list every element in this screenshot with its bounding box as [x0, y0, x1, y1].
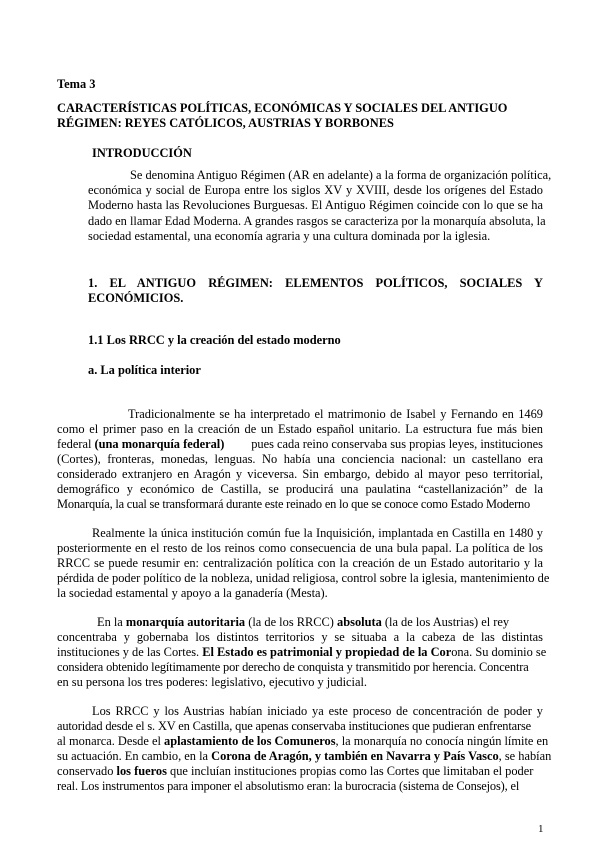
- intro-line: Se denomina Antiguo Régimen (AR en adelante) a la forma de organización política,: [130, 168, 552, 182]
- section1-heading-line-1: 1. EL ANTIGUO RÉGIMEN: ELEMENTOS POLÍTICOS, SOCIALES Y: [88, 276, 543, 290]
- intro-line: sociedad estamental, una economía agraria y una cultura dominada por la iglesia.: [88, 229, 491, 243]
- bold-run: monarquía autoritaria: [125, 615, 246, 629]
- bold-run: El Estado es patrimonial y propiedad de la Cor: [202, 645, 452, 659]
- text-run: al monarca. Desde el: [57, 734, 164, 748]
- page-title-line-1: CARACTERÍSTICAS POLÍTICAS, ECONÓMICAS Y SOCIALES DEL ANTIGUO: [57, 101, 508, 115]
- bold-run: (una monarquía federal): [94, 437, 225, 451]
- paragraph-line: la sociedad estamental y apoyo a la ganadería (Mesta).: [57, 586, 328, 600]
- paragraph-line: [57, 764, 533, 778]
- paragraph-line: en su persona los tres poderes: legislativo, ejecutivo y judicial.: [57, 675, 368, 689]
- text-run: ona. Su dominio se: [451, 645, 547, 659]
- text-run: (la de los Austrias) el rey: [381, 615, 510, 629]
- paragraph-line: Los RRCC y los Austrias habían iniciado ya este proceso de concentración de poder y: [92, 704, 543, 718]
- paragraph-line: (Cortes), fronteras, monedas, lenguas. No había una conciencia nacional: un castellano era: [57, 452, 543, 466]
- tema-label: Tema 3: [57, 77, 96, 91]
- paragraph-line: Monarquía, la cual se transformará durante este reinado en lo que se conoce como Estado Moderno: [57, 497, 531, 511]
- subsubsection-heading: a. La política interior: [88, 363, 201, 377]
- paragraph-line: demográfico y económico de Castilla, se producirá una paulatina “castellanización” de la: [57, 482, 543, 496]
- paragraph-line: considerado extranjero en Aragón y viceversa. Sin embargo, debido al mayor peso territorial,: [57, 467, 543, 481]
- paragraph-line: concentraba y gobernaba los distintos territorios y se situaba a la cabeza de las distintas: [57, 630, 543, 644]
- bold-run: los fueros: [116, 764, 167, 778]
- intro-line: Moderno hasta las Revoluciones Burguesas. El Antiguo Régimen coincide con lo que se ha: [88, 198, 543, 212]
- text-run: su actuación. En cambio, en la: [57, 749, 212, 763]
- paragraph-line: posteriormente en el resto de los reinos como consecuencia de una bula papal. La política de los: [57, 541, 543, 555]
- paragraph-line: RRCC se puede resumir en: centralización política con la creación de un Estado autoritario y la: [57, 556, 543, 570]
- bold-run: Corona de Aragón, y también en Navarra y País Vasco: [211, 749, 499, 763]
- text-run: pues cada reino conservaba sus propias leyes, instituciones: [248, 437, 543, 451]
- paragraph-line: considera obtenido legítimamente por derecho de conquista y transmitido por herencia. Concentra: [57, 660, 529, 674]
- text-run: , se habían: [498, 749, 552, 763]
- text-run: que incluían instituciones propias como las Cortes que limitaban el poder: [166, 764, 534, 778]
- text-run: instituciones y de las Cortes.: [57, 645, 203, 659]
- paragraph-line: Tradicionalmente se ha interpretado el matrimonio de Isabel y Fernando en 1469: [128, 407, 543, 421]
- paragraph-line: real. Los instrumentos para imponer el absolutismo eran: la burocracia (sistema de Consejos), el: [57, 779, 520, 793]
- paragraph-line: [57, 734, 548, 748]
- section1-heading-line-2: ECONÓMICIOS.: [88, 291, 184, 305]
- intro-heading: INTRODUCCIÓN: [92, 146, 192, 160]
- paragraph-line: como el primer paso en la creación de un Estado español unitario. La estructura fue más bien: [57, 422, 543, 436]
- text-run: En la: [97, 615, 126, 629]
- paragraph-line: [57, 645, 546, 659]
- bold-run: aplastamiento de los Comuneros: [164, 734, 336, 748]
- paragraph-line: [97, 615, 543, 629]
- paragraph-line: autoridad desde el s. XV en Castilla, que apenas conservaba instituciones que pudieran enfrentarse: [57, 719, 531, 733]
- paragraph-line: [57, 749, 551, 763]
- text-run: (la de los RRCC): [245, 615, 338, 629]
- paragraph-line: [57, 437, 543, 451]
- page-title-line-2: RÉGIMEN: REYES CATÓLICOS, AUSTRIAS Y BORBONES: [57, 116, 394, 130]
- text-run: , la monarquía no conocía ningún límite en: [335, 734, 549, 748]
- paragraph-line: pérdida de poder político de la nobleza, unidad religiosa, control sobre la iglesia, mantenimiento de: [57, 571, 550, 585]
- text-run: federal: [57, 437, 95, 451]
- paragraph-line: Realmente la única institución común fue la Inquisición, implantada en Castilla en 1480 y: [92, 526, 543, 540]
- subsection-heading: 1.1 Los RRCC y la creación del estado moderno: [88, 333, 341, 347]
- bold-run: absoluta: [337, 615, 382, 629]
- text-run: conservado: [57, 764, 117, 778]
- intro-line: económica y social de Europa entre los siglos XV y XVIII, desde los orígenes del Estado: [88, 183, 543, 197]
- intro-line: dado en llamar Edad Moderna. A grandes rasgos se caracteriza por la monarquía absoluta, la: [88, 214, 546, 228]
- page-number: 1: [538, 823, 544, 835]
